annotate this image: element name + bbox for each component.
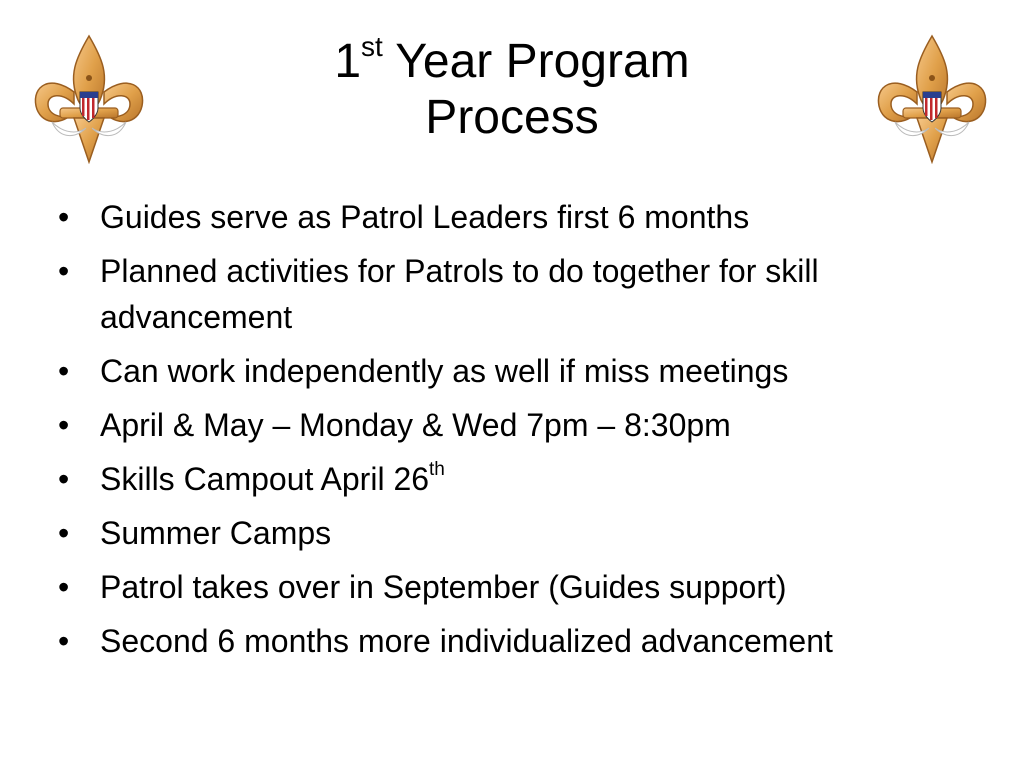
bullet-dot: • — [58, 515, 70, 551]
bullet-text: Can work independently as well if miss meetings — [100, 353, 789, 389]
bullet-dot: • — [58, 461, 70, 497]
bullet-dot: • — [58, 569, 70, 605]
bullet-text: April & May – Monday & Wed 7pm – 8:30pm — [100, 407, 731, 443]
bullet-dot: • — [58, 623, 70, 659]
bullet-superscript: th — [429, 459, 445, 481]
bullet-item — [58, 194, 998, 240]
bullet-text: Patrol takes over in September (Guides support) — [100, 569, 787, 605]
bullet-text: Planned activities for Patrols to do together for skill advancement — [100, 253, 819, 335]
title-line1-rest: Year Program — [382, 35, 690, 88]
title-line1-prefix: 1 — [334, 35, 362, 88]
bullet-dot: • — [58, 407, 70, 443]
bullet-item — [58, 248, 998, 340]
bullet-item — [58, 348, 998, 394]
fleur-de-lis-emblem-icon — [873, 34, 991, 164]
slide-title — [200, 31, 824, 146]
bullet-list — [58, 194, 998, 672]
bullet-item — [58, 510, 998, 556]
bullet-dot: • — [58, 199, 70, 235]
bullet-item — [58, 456, 998, 502]
bullet-text: Skills Campout April 26 — [100, 461, 430, 497]
bullet-text: Summer Camps — [100, 515, 332, 551]
bullet-text: Guides serve as Patrol Leaders first 6 months — [100, 199, 750, 235]
bullet-dot: • — [58, 253, 70, 289]
title-line1-superscript: st — [361, 31, 383, 62]
bullet-dot: • — [58, 353, 70, 389]
title-line2: Process — [425, 91, 599, 144]
bullet-item — [58, 618, 998, 664]
bullet-item — [58, 564, 998, 610]
bullet-item — [58, 402, 998, 448]
fleur-de-lis-emblem-icon — [30, 34, 148, 164]
bullet-text: Second 6 months more individualized advancement — [100, 623, 833, 659]
